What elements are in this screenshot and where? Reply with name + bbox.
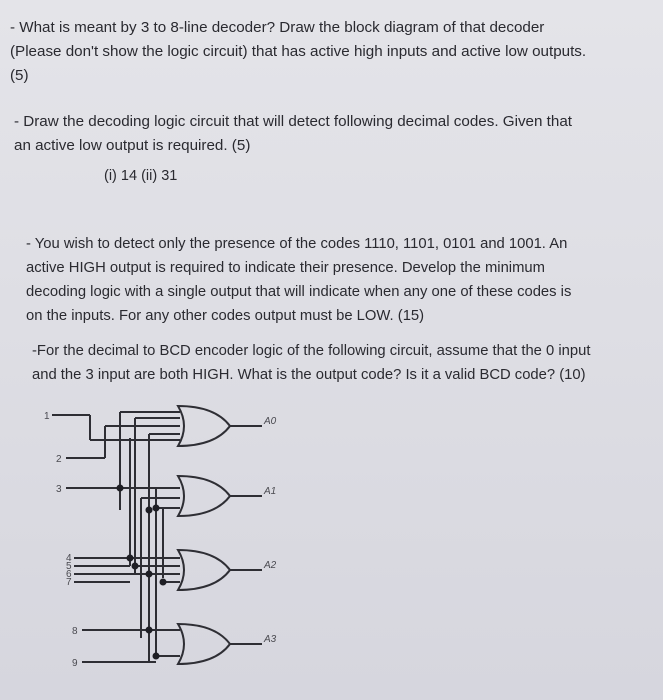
- question-4-line-1: -For the decimal to BCD encoder logic of the following circuit, assume that the 0 input: [32, 343, 591, 359]
- junction-dot: [146, 571, 153, 578]
- junction-dot: [132, 563, 139, 570]
- question-1: [10, 16, 650, 88]
- output-label-a3: A3: [264, 634, 277, 645]
- question-3-line-1: - You wish to detect only the presence of the codes 1110, 1101, 0101 and 1001. An: [26, 236, 568, 252]
- output-label-a1: A1: [264, 486, 277, 497]
- or-gate-3: [178, 624, 230, 664]
- question-1-line-2: (Please don't show the logic circuit) that has active high inputs and active low outputs.: [10, 43, 587, 60]
- or-gate-0: [178, 406, 230, 446]
- encoder-circuit-diagram: [30, 398, 320, 683]
- junction-dot: [160, 579, 167, 586]
- question-2: [14, 110, 654, 158]
- input-label-8: 8: [72, 626, 78, 637]
- input-label-7: 7: [66, 577, 72, 588]
- or-gate-2: [178, 550, 230, 590]
- question-3: [26, 232, 636, 328]
- question-2-line-1: - Draw the decoding logic circuit that will detect following decimal codes. Given that: [14, 113, 572, 130]
- junction-dot: [153, 653, 160, 660]
- question-4-line-2: and the 3 input are both HIGH. What is the output code? Is it a valid BCD code? (10): [32, 367, 586, 383]
- input-label-3: 3: [56, 484, 62, 495]
- input-label-1: 1: [44, 411, 50, 422]
- question-2-codes: (i) 14 (ii) 31: [104, 168, 178, 184]
- input-label-6: 6: [66, 569, 72, 580]
- junction-dot: [146, 627, 153, 634]
- junction-dot: [127, 555, 134, 562]
- question-3-line-4: on the inputs. For any other codes output must be LOW. (15): [26, 308, 425, 324]
- junction-dot: [117, 485, 124, 492]
- junction-dot: [153, 505, 160, 512]
- question-4: [32, 339, 642, 387]
- question-1-line-1: - What is meant by 3 to 8-line decoder? Draw the block diagram of that decoder: [10, 19, 545, 36]
- question-3-line-2: active HIGH output is required to indicate their presence. Develop the minimum: [26, 260, 545, 276]
- output-label-a0: A0: [264, 416, 277, 427]
- question-3-line-3: decoding logic with a single output that will indicate when any one of these codes is: [26, 284, 572, 300]
- question-1-line-3: (5): [10, 67, 29, 84]
- input-label-2: 2: [56, 454, 62, 465]
- input-label-5: 5: [66, 561, 72, 572]
- junction-dot: [146, 507, 153, 514]
- input-label-9: 9: [72, 658, 78, 669]
- question-2-line-2: an active low output is required. (5): [14, 137, 251, 154]
- input-label-4: 4: [66, 553, 72, 564]
- output-label-a2: A2: [264, 560, 277, 571]
- or-gate-1: [178, 476, 230, 516]
